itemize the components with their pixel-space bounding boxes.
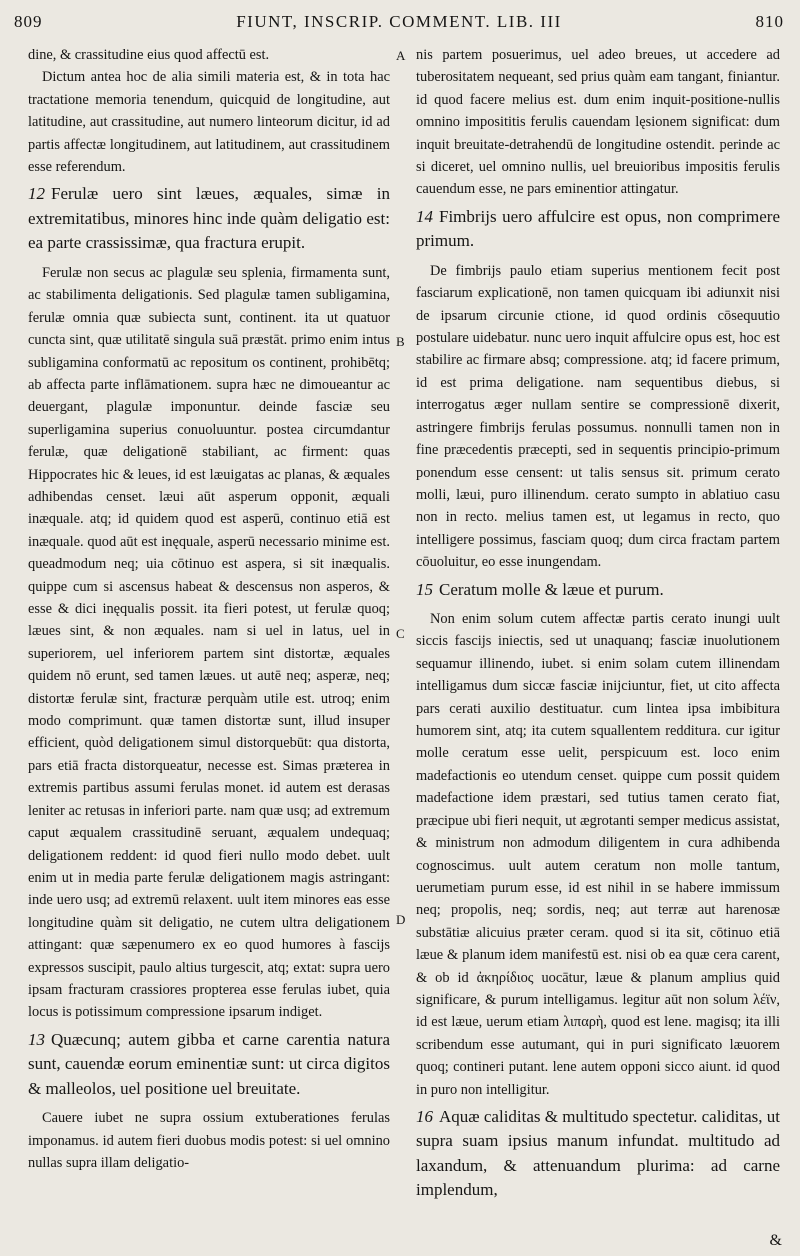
catchword: & [769,1232,782,1249]
margin-letter-d: D [396,912,406,927]
margin-letter-b: B [396,334,405,349]
lemma-number: 15 [416,579,433,599]
paragraph: nis partem posuerimus, uel adeo breues, ut accedere ad tuberositatem nequeant, sed prius quàm eam tangant, finiantur. id quod facere melius est. dum enim inquit-positione-nullis omnino imposititis ferulis cauendam lęsionem significat: dum inquit breuitate-detrahendū de longitudine ostendit. perinde ac si diceret, uel omnino nullis, uel breuioribus impositis ferulis cauendum esse, ne pars eminentior attingatur. [416,47,780,198]
lemma-12 [28,182,390,256]
left-column [28,44,390,1250]
paragraph: Non enim solum cutem affectæ partis cerato inungi uult siccis fascijs iniectis, sed ut unaquanq; fasciæ inuolutionem sequamur illinendo, iubet. si enim solam cutem illinendam intelligamus dum siccæ fasciæ inijciuntur, fiet, ut cito affecta pars cerati auxilio destituatur. cum lintea ipsa imbibitura humorem sint, atq; ita cutem squallentem redditura. cur igitur molle ceratum esse uelit, perspicuum est. loco enim madefactionis eo utendum censet. quippe cum possit quidem madefactione idem præstari, sed tutius tamen cerato fiat, præcipue ubi fieri nequit, ut ægrotanti semper medicus assistat, & ministrum non admodum diligentem in cura adhibenda cognoscimus. uult autem ceratum non molle tantum, uerumetiam purum esse, id est nihil in se habere immissum neq; propolis, neq; sordis, neq; aut terræ aut harenosæ substātiæ alicuius præter ceram. quod si ita sit, cōtinuo etiā læue & planum idem manifestū est. nisi ob ea quæ cera carent, & ob id ἀκηρίδιος uocātur, læue & planum amplius quid significare, & purum intelligamus. legitur aūt non solum λέϊν, id est læue, uerum etiam λιπαρὴ, quod est lene. magisq; ita illi scribendum esse autumant, qui in puri significato læuorem quoq; contineri putant. lene autem opponi sicco aiunt. id quod in puro non intelligitur. [416,611,780,1098]
paragraph: De fimbrijs paulo etiam superius mentionem fecit post fasciarum explicationē, non tamen quicquam ibi adiunxit nisi de ipsarum circunie ctione, id quod ordinis cōsequutio postulare uidebatur. nunc uero inquit affulcire opus est, hoc est stabilire ac firmare absq; compressione. atq; id facere primum, id est prima deligatione. nam sequentibus diebus, si interrogatus æger nullam sentire se compressionē dixerit, astringere fimbrijs ferulas possumus. nonnulli tamen non in fine præcedentis præcepti, sed in sequentis principio-primum ponendum esse censent: ut talis sensus sit. primum cerato molli, læui, puro illinendum. cerato sumpto in ablatiuo casu non in recto. melius tamen est, ut legamus in recto, quo intelligere possimus, fasciam quoq; dum circa fractam partem cōuoluitur, eo esse inungendam. [416,262,780,571]
lemma-number: 16 [416,1106,433,1126]
lemma-text: Fimbrijs uero affulcire est opus, non comprimere primum. [416,206,780,251]
lemma-16 [416,1105,780,1203]
running-header [0,0,800,44]
paragraph: Cauere iubet ne supra ossium extuberationes ferulas imponamus. id autem fieri duobus modis potest: si uel omnino nullas supra illam deligatio- [28,1110,390,1172]
lemma-text: Aquæ caliditas & multitudo spectetur. caliditas, ut supra suam ipsius manum infundat. multitudo ad laxandum, & attenuandum plurima: ad carne implendum, [416,1106,780,1200]
lemma-number: 13 [28,1029,45,1049]
paragraph: Dictum antea hoc de alia simili materia est, & in tota hac tractatione memoria tenendum, quicquid de longitudine, aut latitudine, aut crassitudine, aut numero linteorum dicitur, id ad partis affectæ longitudinem, aut latitudinem, aut crassitudinem esse referendum. [28,69,390,176]
paragraph: Ferulæ non secus ac plagulæ seu splenia, firmamenta sunt, ac stabilimenta deligationis. Sed plagulæ tamen subligamina, ferulæ omnia quæ subiecta sunt, continent. ita ut quatuor cuncta sint, quæ utilitatē singula suā præstāt. primo enim intus subligamina conformatū ac repositum os continent, prohibētq; ab affecta parte inflāmationem. supra hæc ne dimoueantur ac deuergant, plagulæ imponuntur. deinde fasciæ seu superligamina superius conuoluuntur. postea circumdantur ferulæ, quæ deligationē stabiliant, ac firment: quas Hippocrates hic & leues, id est læuigatas ac planas, & æquales adhibendas censet. læui aūt asperum opponit, æquali inæquale. atq; id quidem quod est asperū, continuo etiā est inæquale. quod aūt est inęquale, asperū necessario minime est. queadmodum neq; uia cōtinuo est aspera, si sit inæqualis. quippe cum si ascensus habeat & descensus non asperos, & esse & dici inęqualis possit. ita fieri potest, ut ferulæ quoq; læues sint, & non æquales. nam si uel in latus, uel in superiorem, uel inferiorem partem sint distortæ, æquales quidem nō erunt, sed tamen læues. ut autē neq; asperæ, neq; distortæ ferulæ sint, fracturæ perquàm utile est. utroq; enim modo comprimunt. quæ tamen distortæ sunt, illud insuper efficient, quòd deligationem simul distorquebūt: qua distorta, pars etiā fracta distorqueatur, necesse est. Simas præterea in extremis partibus assumi ferulas monet. id autem est derasas leniter ac retusas in inferiori parte. nam quæ usq; ad extremum caput æqualem crassitudinē seruant, æqualem undequaq; deligationem reddent: id quod fieri nullo modo debet. uult enim ut in media parte ferulæ deligationem magis astringant: inde uero usq; ad extremū relaxent. uult item minores eas esse longitudine quàm sit deligatio, ne cutem ultra deligationem attingant: quæ sæpenumero ex eo quod humores à fascijs expressos suscipit, paulo altius turgescit, atq; extat: supra uero ipsam fracturam crassiores propterea esse ferulas iubet, quia locus is potissimum compressione ipsarum indiget. [28,264,390,1021]
lemma-text: Quæcunq; autem gibba et carne carentia natura sunt, cauendæ eorum eminentiæ sunt: ut circa digitos & malleolos, uel positione uel breuitate. [28,1029,390,1098]
running-title: FIUNT, INSCRIP. COMMENT. LIB. III [236,12,562,31]
page-number-right: 810 [755,12,784,31]
right-column [416,44,780,1250]
lemma-number: 14 [416,206,433,226]
lemma-15 [416,578,780,603]
paragraph: dine, & crassitudine eius quod affectū est. [28,47,270,63]
page-number-left: 809 [14,12,43,31]
lemma-number: 12 [28,184,45,204]
lemma-text: Ceratum molle & læue et purum. [439,579,664,599]
margin-letter-a: A [396,48,406,63]
lemma-14 [416,205,780,254]
margin-letter-c: C [396,626,405,641]
lemma-text: Ferulæ uero sint læues, æquales, simæ in extremitatibus, minores hinc inde quàm deligatio est: ea parte crassissimæ, qua fractura erupit. [28,184,390,253]
margin-gutter [392,44,414,1250]
lemma-13 [28,1028,390,1102]
